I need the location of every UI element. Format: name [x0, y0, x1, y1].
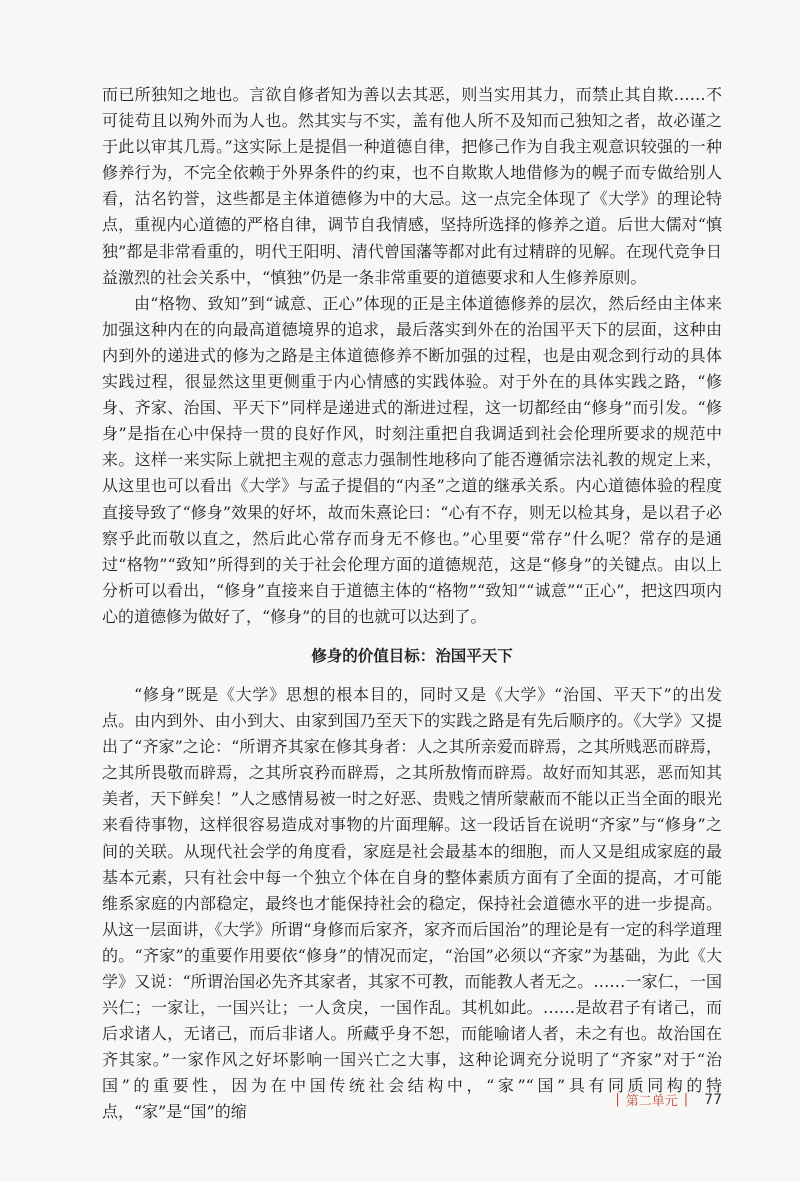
paragraph-2: 由“格物、致知”到“诚意、正心”体现的正是主体道德修养的层次，然后经由主体来加强这种内在的向最高道德境界的追求，最后落实到外在的治国平天下的层面，这种由内到外的递进式的修为之路是主体道德修养不断加强的过程，也是由观念到行动的具体实践过程，很显然这里更侧重于内心情感的实践体验。对于外在的具体实践之路，“修身、齐家、治国、平天下”同样是递进式的渐进过程，这一切都经由“修身”而引发。“修身”是指在心中保持一贯的良好作风，时刻注重把自我调适到社会伦理所要求的规范中来。这样一来实际上就把主观的意志力强制性地移向了能否遵循宗法礼教的规定上来，从这里也可以看出《大学》与孟子提倡的“内圣”之道的继承关系。内心道德体验的程度直接导致了“修身”效果的好坏，故而朱熹论曰：“心有不存，则无以检其身，是以君子必察乎此而敬以直之，然后此心常存而身无不修也。”心里要“常存”什么呢？常存的是通过“格物”“致知”所得到的关于社会伦理方面的道德规范，这是“修身”的关键点。由以上分析可以看出，“修身”直接来自于道德主体的“格物”“致知”“诚意”“正心”，把这四项内心的道德修为做好了，“修身”的目的也就可以达到了。: [102, 293, 722, 626]
page-footer: [609, 1090, 722, 1109]
unit-label: 第二单元: [625, 1094, 678, 1109]
paragraph-1: 而已所独知之地也。言欲自修者知为善以去其恶，则当实用其力，而禁止其自欺……不可徒苟且以殉外而为人也。然其实与不实，盖有他人所不及知而己独知之者，故必谨之于此以审其几焉。”这实际上是提倡一种道德自律，把修己作为自我主观意识较强的一种修养行为，不完全依赖于外界条件的约束，也不自欺欺人地借修为的幌子而专做给别人看，沽名钓誉，这些都是主体道德修为中的大忌。这一点完全体现了《大学》的理论特点，重视内心道德的严格自律，调节自我情感，坚持所选择的修养之道。后世大儒对“慎独”都是非常看重的，明代王阳明、清代曾国藩等都对此有过精辟的见解。在现代竞争日益激烈的社会关系中，“慎独”仍是一条非常重要的道德要求和人生修养原则。: [102, 85, 722, 287]
footer-separator-right: |: [683, 1092, 689, 1107]
section-heading: 修身的价值目标：治国平天下: [311, 646, 513, 665]
footer-separator-left: |: [615, 1092, 620, 1107]
paragraph-3: “修身”既是《大学》思想的根本目的，同时又是《大学》“治国、平天下”的出发点。由内到外、由小到大、由家到国乃至天下的实践之路是有先后顺序的。《大学》又提出了“齐家”之论：“所谓齐其家在修其身者：人之其所亲爱而辟焉，之其所贱恶而辟焉，之其所畏敬而辟焉，之其所哀矜而辟焉，之其所敖惰而辟焉。故好而知其恶，恶而知其美者，天下鲜矣！”人之感情易被一时之好恶、贵贱之情所蒙蔽而不能以正当全面的眼光来看待事物，这样很容易造成对事物的片面理解。这一段话旨在说明“齐家”与“修身”之间的关联。从现代社会学的角度看，家庭是社会最基本的细胞，而人又是组成家庭的最基本元素，只有社会中每一个独立个体在自身的整体素质方面有了全面的提高，才可能维系家庭的内部稳定，最终也才能保持社会的稳定，保持社会道德水平的进一步提高。从这一层面讲，《大学》所谓“身修而后家齐，家齐而后国治”的理论是有一定的科学道理的。“齐家”的重要作用要依“修身”的情况而定，“治国”必须以“齐家”为基础，为此《大学》又说：“所谓治国必先齐其家者，其家不可教，而能教人者无之。……一家仁，一国兴仁；一家让，一国兴让；一人贪戾，一国作乱。其机如此。……是故君子有诸己，而后求诸人，无诸己，而后非诸人。所藏乎身不恕，而能喻诸人者，未之有也。故治国在齐其家。”一家作风之好坏影响一国兴亡之大事，这种论调充分说明了“齐家”对于“治国”的重要性，因为在中国传统社会结构中，“家”“国”具有同质同构的特点，“家”是“国”的缩: [102, 684, 722, 1122]
page-number: 77: [704, 1091, 722, 1108]
page-content: [102, 82, 722, 1126]
